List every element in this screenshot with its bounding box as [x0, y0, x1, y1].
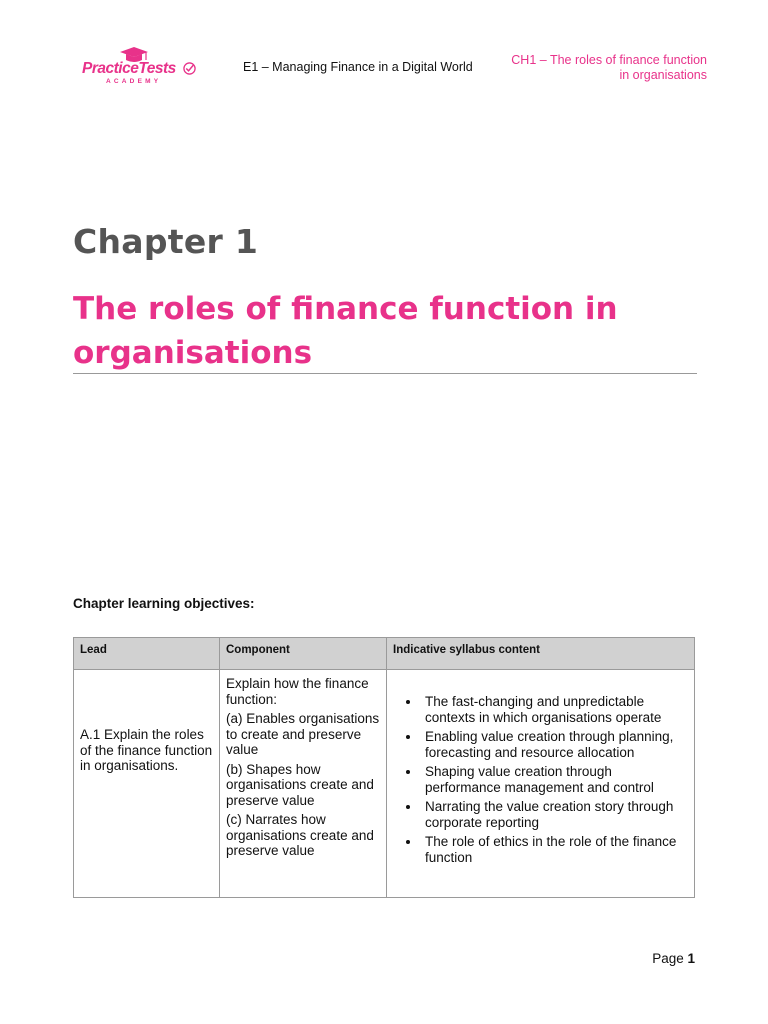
title-divider — [73, 373, 697, 374]
component-cell — [220, 670, 387, 898]
lead-text: A.1 Explain the roles of the finance function in organisations. — [80, 727, 213, 773]
company-logo — [82, 44, 198, 88]
table-header-row — [74, 638, 695, 670]
chapter-tag-line2: in organisations — [619, 68, 707, 82]
syllabus-table — [73, 637, 695, 898]
list-item: • The fast-changing and unpredictable contexts in which organisations operate — [421, 694, 688, 725]
header-content: Indicative syllabus content — [387, 638, 695, 670]
list-item: • Narrating the value creation story through corporate reporting — [421, 799, 688, 830]
component-item-c: (c) Narrates how organisations create and preserve value — [226, 812, 374, 858]
list-item: • Enabling value creation through planning, forecasting and resource allocation — [421, 729, 688, 760]
page-number — [652, 951, 695, 966]
checkmark-icon — [183, 62, 196, 75]
page-label: Page — [652, 951, 684, 966]
course-title: E1 – Managing Finance in a Digital World — [243, 60, 473, 74]
component-item-b: (b) Shapes how organisations create and preserve value — [226, 761, 374, 808]
objectives-heading: Chapter learning objectives: — [73, 596, 255, 611]
component-intro: Explain how the finance function: — [226, 676, 369, 707]
component-item-a: (a) Enables organisations to create and preserve value — [226, 711, 380, 757]
header-component: Component — [220, 638, 387, 670]
logo-wordmark: PracticeTests — [82, 60, 176, 77]
list-item: • Shaping value creation through performance management and control — [421, 764, 688, 795]
chapter-tag-line1: CH1 – The roles of finance function — [511, 53, 707, 67]
chapter-label: Chapter 1 — [73, 222, 259, 261]
chapter-tag — [467, 53, 707, 83]
logo-subtext: ACADEMY — [106, 78, 162, 85]
page-number-value: 1 — [687, 951, 695, 966]
table-row — [74, 670, 695, 898]
chapter-title: The roles of finance function in organisations — [73, 291, 618, 371]
content-cell — [387, 670, 695, 898]
syllabus-list — [393, 694, 688, 865]
lead-cell — [74, 670, 220, 898]
list-item: • The role of ethics in the role of the finance function — [421, 834, 688, 865]
header-lead: Lead — [74, 638, 220, 670]
